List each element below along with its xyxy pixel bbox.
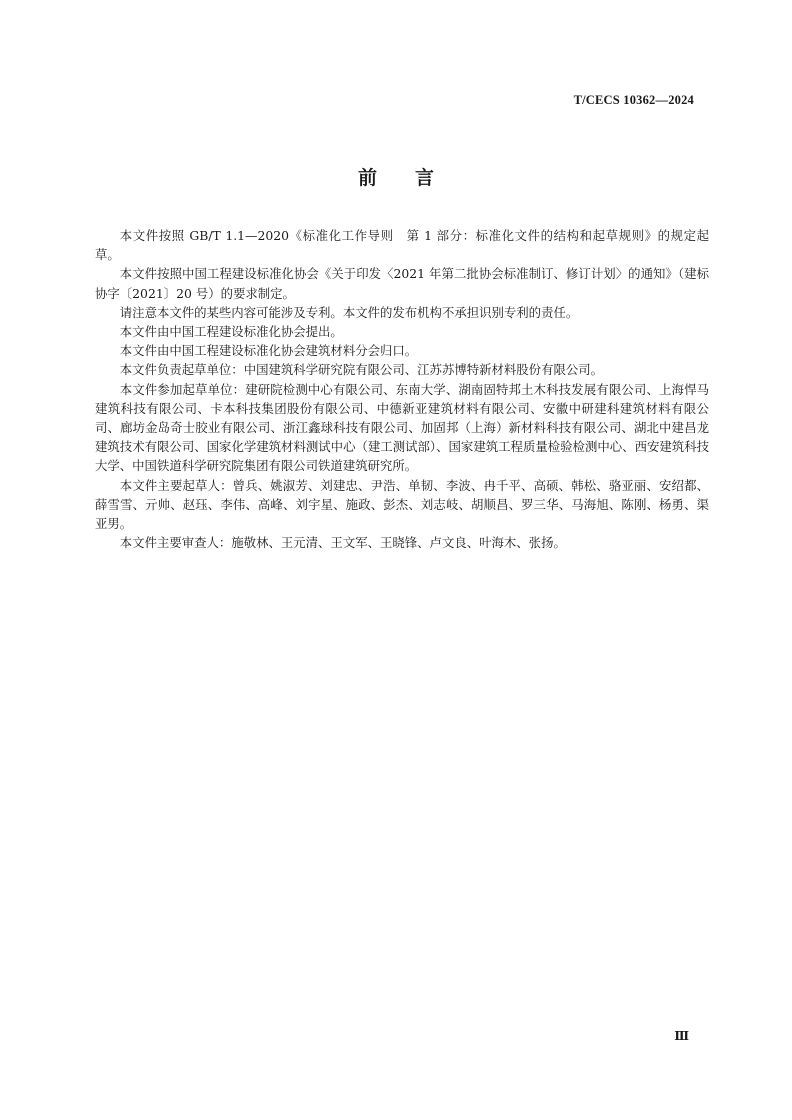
foreword-body <box>95 226 709 552</box>
page-title <box>0 163 792 190</box>
page-number: Ⅲ <box>674 1029 689 1043</box>
paragraph-lead-drafters: 本文件负责起草单位：中国建筑科学研究院有限公司、江苏苏博特新材料股份有限公司。 <box>119 362 604 378</box>
page-title-char-2: 言 <box>415 167 435 189</box>
paragraph-main-reviewers: 本文件主要审查人：施敬林、王元清、王文军、王晓锋、卢文良、叶海木、张扬。 <box>119 535 566 551</box>
paragraph-administrator: 本文件由中国工程建设标准化协会建筑材料分会归口。 <box>119 343 418 359</box>
paragraph-patent-notice: 请注意本文件的某些内容可能涉及专利。本文件的发布机构不承担识别专利的责任。 <box>119 304 579 320</box>
paragraph-plan-basis: 本文件按照中国工程建设标准化协会《关于印发〈2021 年第二批协会标准制订、修订计划〉的通知》（建标协字〔2021〕20 号）的要求制定。 <box>95 266 709 301</box>
paragraph-participating-units: 本文件参加起草单位：建研院检测中心有限公司、东南大学、湖南固特邦土木科技发展有限公司、上海悍马建筑科技有限公司、卡本科技集团股份有限公司、中德新亚建筑材料有限公司、安徽中研建科建筑材料有限公司、廊坊金岛奇士胶业有限公司、浙江鑫球科技有限公司、加固邦（上海）新材料科技有限公司、湖北中建昌龙建筑技术有限公司、国家化学建筑材料测试中心（建工测试部）、国家建筑工程质量检验检测中心、西安建筑科技大学、中国铁道科学研究院集团有限公司铁道建筑研究所。 <box>95 381 709 474</box>
paragraph-drafting-rules: 本文件按照 GB/T 1.1—2020《标准化工作导则 第 1 部分：标准化文件的结构和起草规则》的规定起草。 <box>95 228 709 263</box>
paragraph-main-drafters: 本文件主要起草人：曾兵、姚淑芳、刘建忠、尹浩、单韧、李波、冉千平、高硕、韩松、骆亚丽、安绍都、薛雪雪、亓帅、赵珏、李伟、高峰、刘宇星、施政、彭杰、刘志岐、胡顺昌、罗三华、马海旭、陈刚、杨勇、渠亚男。 <box>95 477 709 532</box>
page-title-char-1: 前 <box>357 167 377 189</box>
paragraph-proposer: 本文件由中国工程建设标准化协会提出。 <box>119 324 343 340</box>
standard-code: T/CECS 10362—2024 <box>573 93 694 107</box>
